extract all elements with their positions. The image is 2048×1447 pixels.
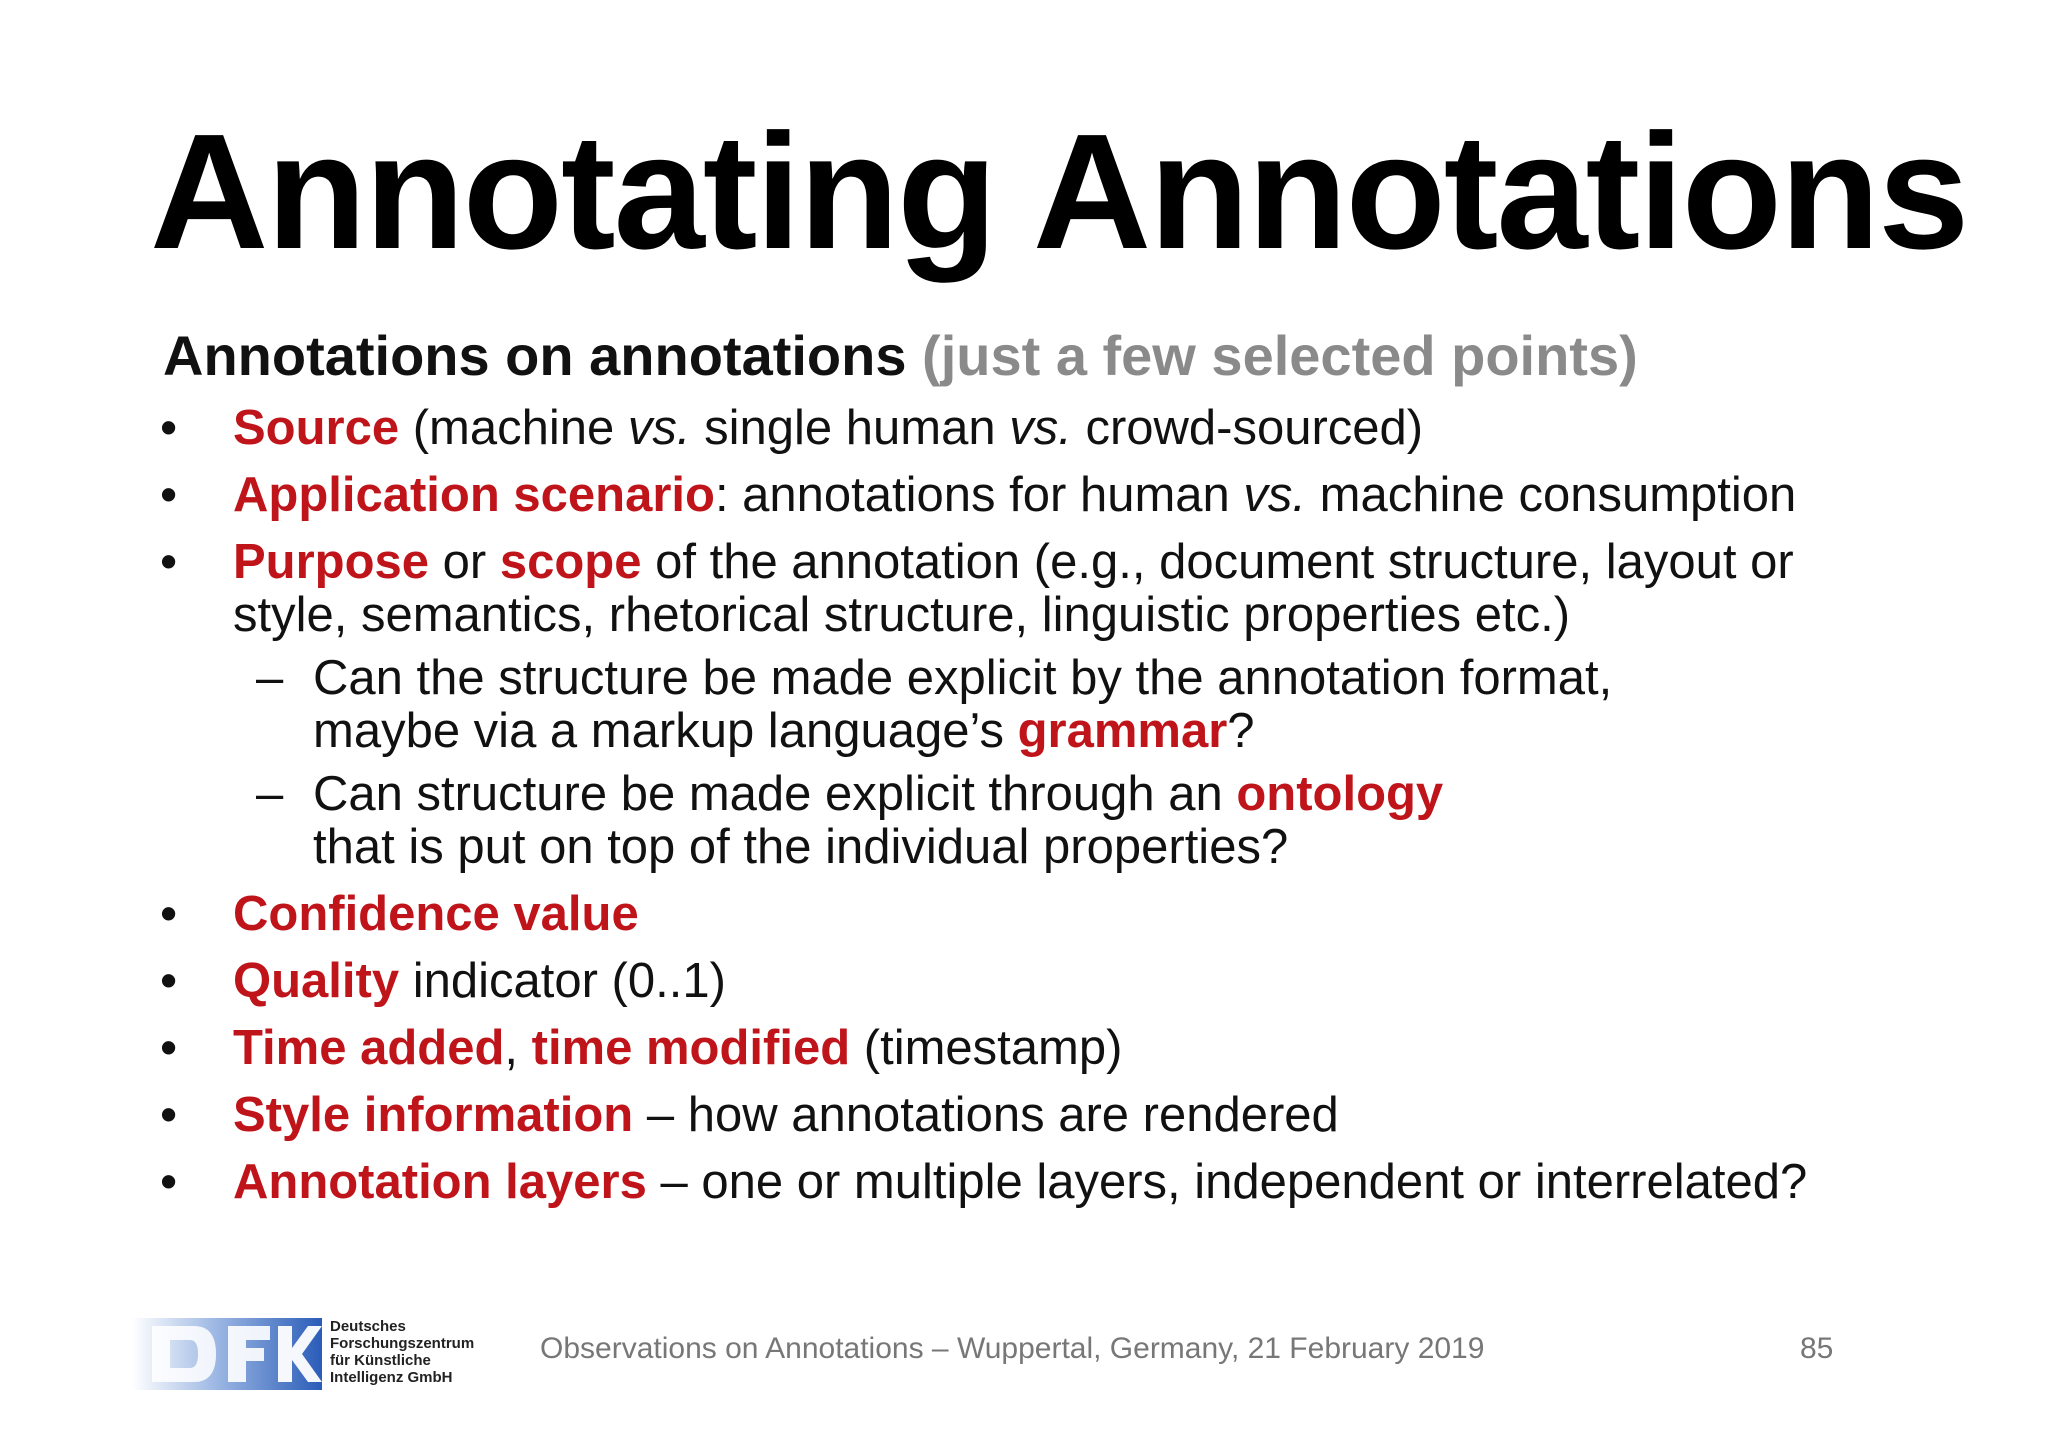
term-quality: Quality bbox=[233, 954, 400, 1008]
text: maybe via a markup language’s bbox=[313, 704, 1018, 758]
term-application-scenario: Application scenario bbox=[233, 468, 715, 522]
subbullet-grammar bbox=[160, 652, 2000, 758]
logo-line: für Künstliche bbox=[330, 1352, 431, 1369]
bullet-line bbox=[313, 705, 2000, 758]
bullet-line bbox=[233, 536, 2000, 589]
subbullet-ontology bbox=[160, 768, 2000, 874]
text: machine consumption bbox=[1306, 468, 1797, 522]
dfki-logo-text bbox=[330, 1318, 500, 1386]
text-italic: vs. bbox=[1243, 468, 1307, 522]
bullet-dot: • bbox=[160, 1021, 178, 1075]
subbullet-dash: – bbox=[256, 651, 284, 705]
slide-title: Annotating Annotations bbox=[150, 100, 1968, 283]
bullet-purpose-scope bbox=[160, 536, 2000, 642]
dfki-logo bbox=[132, 1318, 492, 1390]
subbullet-dash: – bbox=[256, 767, 284, 821]
text: or bbox=[429, 535, 500, 589]
bullet-source bbox=[160, 402, 2000, 455]
bullet-confidence-value bbox=[160, 888, 2000, 941]
text-italic: vs. bbox=[1009, 401, 1072, 455]
logo-line: Deutsches bbox=[330, 1318, 406, 1335]
text: single human bbox=[690, 401, 1010, 455]
bullet-line: Can the structure be made explicit by the annotation format, bbox=[313, 651, 1613, 705]
text: : annotations for human bbox=[714, 468, 1244, 522]
subtitle-main: Annotations on annotations bbox=[163, 324, 907, 387]
logo-line: Intelligenz GmbH bbox=[330, 1369, 453, 1386]
bullet-dot: • bbox=[160, 954, 178, 1008]
bullet-dot: • bbox=[160, 468, 178, 522]
bullet-quality bbox=[160, 955, 2000, 1008]
bullet-annotation-layers bbox=[160, 1156, 2000, 1209]
slide-subtitle bbox=[163, 325, 1638, 387]
text: , bbox=[504, 1021, 532, 1075]
term-annotation-layers: Annotation layers bbox=[233, 1155, 647, 1209]
text: Can structure be made explicit through an bbox=[313, 767, 1237, 821]
bullet-time bbox=[160, 1022, 2000, 1075]
bullet-line bbox=[313, 768, 2000, 821]
text: indicator (0..1) bbox=[399, 954, 726, 1008]
bullet-dot: • bbox=[160, 887, 178, 941]
bullet-dot: • bbox=[160, 401, 178, 455]
term-confidence-value: Confidence value bbox=[233, 887, 639, 941]
term-scope: scope bbox=[499, 535, 642, 589]
text-italic: vs. bbox=[627, 401, 691, 455]
bullet-application-scenario bbox=[160, 469, 2000, 522]
term-grammar: grammar bbox=[1017, 704, 1228, 758]
text: – one or multiple layers, independent or interrelated? bbox=[646, 1155, 1808, 1209]
term-time-modified: time modified bbox=[531, 1021, 851, 1075]
dfki-logo-mark bbox=[132, 1318, 322, 1390]
bullet-line: style, semantics, rhetorical structure, linguistic properties etc.) bbox=[233, 588, 1571, 642]
logo-line: Forschungszentrum bbox=[330, 1335, 475, 1352]
term-source: Source bbox=[233, 401, 400, 455]
footer-text: Observations on Annotations – Wuppertal, Germany, 21 February 2019 bbox=[540, 1332, 1485, 1365]
bullet-dot: • bbox=[160, 1088, 178, 1142]
bullet-list bbox=[160, 402, 2000, 1223]
page-number: 85 bbox=[1800, 1332, 1834, 1365]
text: crowd-sourced) bbox=[1071, 401, 1424, 455]
term-purpose: Purpose bbox=[233, 535, 430, 589]
term-time-added: Time added bbox=[233, 1021, 505, 1075]
bullet-dot: • bbox=[160, 535, 178, 589]
bullet-dot: • bbox=[160, 1155, 178, 1209]
text: (machine bbox=[399, 401, 628, 455]
term-style-information: Style information bbox=[233, 1088, 634, 1142]
text: – how annotations are rendered bbox=[633, 1088, 1339, 1142]
text: of the annotation (e.g., document structure, layout or bbox=[641, 535, 1794, 589]
subtitle-aside: (just a few selected points) bbox=[922, 324, 1638, 387]
text: (timestamp) bbox=[850, 1021, 1123, 1075]
text: ? bbox=[1227, 704, 1255, 758]
term-ontology: ontology bbox=[1236, 767, 1444, 821]
bullet-line: that is put on top of the individual properties? bbox=[313, 820, 1289, 874]
bullet-style-information bbox=[160, 1089, 2000, 1142]
